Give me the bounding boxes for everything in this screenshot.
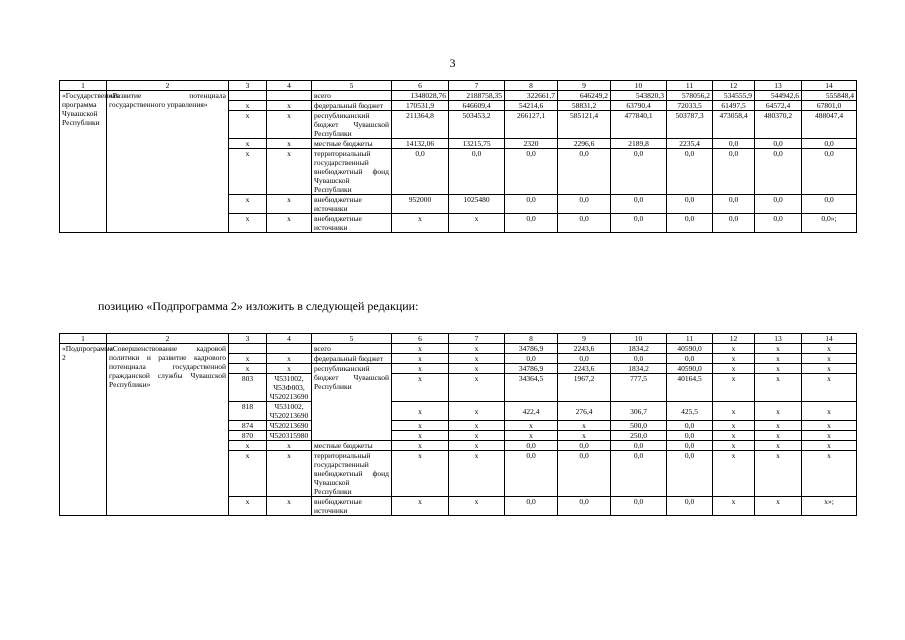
- value-cell: 1834,2: [611, 344, 667, 354]
- code-cell: x: [267, 451, 312, 497]
- column-number-row: [60, 334, 857, 344]
- value-cell: 54214,6: [505, 101, 558, 111]
- value-cell: 0,0: [611, 214, 667, 233]
- value-cell: x: [449, 451, 505, 497]
- code-cell: [267, 91, 312, 101]
- value-cell: 0,0: [667, 354, 713, 364]
- value-cell: x: [392, 402, 449, 421]
- value-cell: 0,0: [667, 195, 713, 214]
- value-cell: x: [713, 402, 755, 421]
- value-cell: x: [392, 497, 449, 516]
- value-cell: 0,0: [802, 149, 857, 195]
- value-cell: 777,5: [611, 374, 667, 402]
- value-cell: 0,0: [449, 149, 505, 195]
- value-cell: x: [802, 354, 857, 364]
- value-cell: 0,0: [392, 149, 449, 195]
- source-cell: внебюджетные источники: [312, 497, 392, 516]
- value-cell: 1025480: [449, 195, 505, 214]
- value-cell: 578056,2: [667, 91, 713, 101]
- column-number: 6: [392, 81, 449, 91]
- value-cell: 61497,5: [713, 101, 755, 111]
- value-cell: 0,0: [755, 149, 802, 195]
- value-cell: 0,0: [558, 354, 611, 364]
- code-cell: Ч520213690: [267, 421, 312, 431]
- column-number: 3: [229, 81, 267, 91]
- source-cell: федеральный бюджет: [312, 101, 392, 111]
- value-cell: 2243,6: [558, 364, 611, 374]
- value-cell: 58831,2: [558, 101, 611, 111]
- value-cell: x: [802, 451, 857, 497]
- code-cell: x: [267, 441, 312, 451]
- value-cell: 322661,7: [505, 91, 558, 101]
- program-name-cell: «Государственная программа Чувашской Республики: [60, 91, 107, 233]
- value-cell: x: [802, 374, 857, 402]
- code-cell: x: [229, 214, 267, 233]
- value-cell: x: [755, 364, 802, 374]
- value-cell: x: [558, 421, 611, 431]
- value-cell: x: [449, 431, 505, 441]
- code-cell: 874: [229, 421, 267, 431]
- value-cell: x: [392, 354, 449, 364]
- value-cell: 544942,6: [755, 91, 802, 101]
- column-number-row: [60, 81, 857, 91]
- value-cell: 64572,4: [755, 101, 802, 111]
- code-cell: 803: [229, 374, 267, 402]
- program-title-cell: «Совершенствование кадровой политики и развитие кадрового потенциала государственной гражданской службы Чувашской Республики»: [107, 344, 229, 516]
- code-cell: [229, 344, 267, 354]
- value-cell: x: [713, 364, 755, 374]
- source-cell: республиканский бюджет Чувашской Республики: [312, 364, 392, 441]
- value-cell: 13215,75: [449, 139, 505, 149]
- value-cell: 67801,0: [802, 101, 857, 111]
- value-cell: 0,0: [505, 441, 558, 451]
- value-cell: 0,0: [505, 451, 558, 497]
- source-cell: местные бюджеты: [312, 139, 392, 149]
- value-cell: x: [449, 421, 505, 431]
- value-cell: x: [713, 354, 755, 364]
- value-cell: 266127,1: [505, 111, 558, 139]
- program-name-cell: «Подпрограмма 2: [60, 344, 107, 516]
- value-cell: x: [802, 421, 857, 431]
- value-cell: 480370,2: [755, 111, 802, 139]
- value-cell: x: [392, 374, 449, 402]
- column-number: 4: [267, 334, 312, 344]
- value-cell: 34786,9: [505, 364, 558, 374]
- value-cell: 0,0: [611, 497, 667, 516]
- value-cell: 585121,4: [558, 111, 611, 139]
- value-cell: x: [558, 431, 611, 441]
- value-cell: 0,0: [611, 451, 667, 497]
- value-cell: x: [449, 441, 505, 451]
- value-cell: x: [449, 344, 505, 354]
- value-cell: x: [755, 402, 802, 421]
- value-cell: x: [755, 344, 802, 354]
- table-row: [60, 91, 857, 101]
- code-cell: Ч531002, Ч520213690: [267, 402, 312, 421]
- value-cell: 1834,2: [611, 364, 667, 374]
- value-cell: x: [392, 441, 449, 451]
- value-cell: x: [755, 451, 802, 497]
- value-cell: x: [713, 344, 755, 354]
- value-cell: 0,0: [505, 214, 558, 233]
- value-cell: 0,0: [755, 195, 802, 214]
- value-cell: 0,0: [558, 195, 611, 214]
- column-number: 8: [505, 334, 558, 344]
- code-cell: [267, 344, 312, 354]
- value-cell: x: [392, 214, 449, 233]
- program-finance-table: [59, 80, 857, 233]
- code-cell: x: [267, 101, 312, 111]
- table-row: [60, 344, 857, 354]
- value-cell: 63790,4: [611, 101, 667, 111]
- column-number: 8: [505, 81, 558, 91]
- column-number: 5: [312, 81, 392, 91]
- code-cell: x: [267, 214, 312, 233]
- value-cell: 0,0: [611, 149, 667, 195]
- page-number: 3: [449, 56, 456, 70]
- value-cell: x: [755, 354, 802, 364]
- code-cell: x: [229, 139, 267, 149]
- value-cell: 2320: [505, 139, 558, 149]
- value-cell: x: [802, 431, 857, 441]
- code-cell: Ч520315980: [267, 431, 312, 441]
- value-cell: 952000: [392, 195, 449, 214]
- value-cell: 0,0: [558, 497, 611, 516]
- source-cell: территориальный государственный внебюджетный фонд Чувашской Республики: [312, 149, 392, 195]
- value-cell: x: [449, 364, 505, 374]
- value-cell: 555848,4: [802, 91, 857, 101]
- value-cell: 0,0: [611, 441, 667, 451]
- code-cell: x: [229, 195, 267, 214]
- value-cell: 2296,6: [558, 139, 611, 149]
- value-cell: 2235,4: [667, 139, 713, 149]
- value-cell: 14132,06: [392, 139, 449, 149]
- value-cell: 276,4: [558, 402, 611, 421]
- value-cell: x: [713, 421, 755, 431]
- value-cell: x: [392, 431, 449, 441]
- code-cell: x: [229, 451, 267, 497]
- column-number: 10: [611, 81, 667, 91]
- value-cell: 72033,5: [667, 101, 713, 111]
- source-cell: внебюджетные источники: [312, 214, 392, 233]
- value-cell: 646609,4: [449, 101, 505, 111]
- column-number: 9: [558, 334, 611, 344]
- value-cell: 0,0: [667, 149, 713, 195]
- value-cell: 170531,9: [392, 101, 449, 111]
- column-number: 4: [267, 81, 312, 91]
- column-number: 14: [802, 81, 857, 91]
- code-cell: x: [267, 195, 312, 214]
- value-cell: x: [802, 441, 857, 451]
- column-number: 3: [229, 334, 267, 344]
- value-cell: 34786,9: [505, 344, 558, 354]
- value-cell: 0,0: [505, 354, 558, 364]
- value-cell: x: [713, 451, 755, 497]
- source-cell: местные бюджеты: [312, 441, 392, 451]
- value-cell: x: [802, 364, 857, 374]
- code-cell: x: [229, 441, 267, 451]
- value-cell: 543820,3: [611, 91, 667, 101]
- value-cell: x: [449, 497, 505, 516]
- value-cell: x: [713, 431, 755, 441]
- value-cell: x: [392, 421, 449, 431]
- column-number: 2: [107, 334, 229, 344]
- column-number: 6: [392, 334, 449, 344]
- value-cell: x: [802, 344, 857, 354]
- value-cell: 477840,1: [611, 111, 667, 139]
- value-cell: x: [802, 402, 857, 421]
- value-cell: x: [449, 354, 505, 364]
- column-number: 5: [312, 334, 392, 344]
- code-cell: x: [267, 111, 312, 139]
- value-cell: 2243,6: [558, 344, 611, 354]
- subprogram-finance-table: [59, 333, 857, 516]
- column-number: 13: [755, 334, 802, 344]
- column-number: 1: [60, 334, 107, 344]
- column-number: 7: [449, 334, 505, 344]
- value-cell: 473058,4: [713, 111, 755, 139]
- code-cell: x: [229, 111, 267, 139]
- value-cell: 0,0: [802, 139, 857, 149]
- code-cell: x: [229, 149, 267, 195]
- value-cell: 422,4: [505, 402, 558, 421]
- code-cell: 870: [229, 431, 267, 441]
- value-cell: x: [505, 421, 558, 431]
- column-number: 7: [449, 81, 505, 91]
- value-cell: 0,0: [667, 441, 713, 451]
- value-cell: 0,0: [558, 441, 611, 451]
- source-cell: территориальный государственный внебюджетный фонд Чувашской Республики: [312, 451, 392, 497]
- column-number: 10: [611, 334, 667, 344]
- value-cell: x: [449, 214, 505, 233]
- value-cell: 0,0: [667, 431, 713, 441]
- value-cell: 0,0: [667, 421, 713, 431]
- program-title-cell: «Развитие потенциала государственного управления»: [107, 91, 229, 233]
- source-cell: всего: [312, 91, 392, 101]
- value-cell: x: [755, 497, 802, 516]
- value-cell: 0,0: [713, 195, 755, 214]
- value-cell: 0,0: [755, 214, 802, 233]
- value-cell: 2189,8: [611, 139, 667, 149]
- code-cell: x: [267, 139, 312, 149]
- code-cell: x: [267, 364, 312, 374]
- value-cell: x: [392, 451, 449, 497]
- value-cell: 0,0»;: [802, 214, 857, 233]
- value-cell: x: [713, 497, 755, 516]
- column-number: 1: [60, 81, 107, 91]
- code-cell: 818: [229, 402, 267, 421]
- value-cell: 503453,2: [449, 111, 505, 139]
- code-cell: x: [229, 354, 267, 364]
- value-cell: x: [713, 374, 755, 402]
- code-cell: x: [267, 354, 312, 364]
- column-number: 11: [667, 81, 713, 91]
- value-cell: 488047,4: [802, 111, 857, 139]
- value-cell: 0,0: [713, 149, 755, 195]
- value-cell: 0,0: [667, 497, 713, 516]
- column-number: 11: [667, 334, 713, 344]
- column-number: 14: [802, 334, 857, 344]
- column-number: 12: [713, 334, 755, 344]
- code-cell: Ч531002, Ч53Ф003, Ч520213690: [267, 374, 312, 402]
- code-cell: x: [229, 101, 267, 111]
- column-number: 2: [107, 81, 229, 91]
- source-cell: федеральный бюджет: [312, 354, 392, 364]
- value-cell: 2188758,35: [449, 91, 505, 101]
- value-cell: 0,0: [611, 195, 667, 214]
- value-cell: 0,0: [667, 451, 713, 497]
- value-cell: x: [755, 431, 802, 441]
- code-cell: x: [267, 149, 312, 195]
- code-cell: x: [267, 497, 312, 516]
- value-cell: 0,0: [713, 139, 755, 149]
- source-cell: республиканский бюджет Чувашской Республики: [312, 111, 392, 139]
- value-cell: x: [755, 421, 802, 431]
- value-cell: 425,5: [667, 402, 713, 421]
- value-cell: 0,0: [558, 149, 611, 195]
- value-cell: 40164,5: [667, 374, 713, 402]
- value-cell: 306,7: [611, 402, 667, 421]
- value-cell: 503787,3: [667, 111, 713, 139]
- value-cell: 1348028,76: [392, 91, 449, 101]
- source-cell: всего: [312, 344, 392, 354]
- value-cell: x»;: [802, 497, 857, 516]
- value-cell: 211364,8: [392, 111, 449, 139]
- value-cell: 0,0: [558, 214, 611, 233]
- value-cell: x: [449, 402, 505, 421]
- value-cell: 534555,9: [713, 91, 755, 101]
- value-cell: 0,0: [505, 195, 558, 214]
- intro-phrase: позицию «Подпрограмма 2» изложить в следующей редакции:: [98, 299, 419, 313]
- value-cell: 0,0: [713, 214, 755, 233]
- value-cell: 500,0: [611, 421, 667, 431]
- code-cell: x: [229, 497, 267, 516]
- value-cell: x: [713, 441, 755, 451]
- value-cell: 0,0: [667, 214, 713, 233]
- value-cell: 0,0: [505, 149, 558, 195]
- source-cell: внебюджетные источники: [312, 195, 392, 214]
- column-number: 9: [558, 81, 611, 91]
- value-cell: 0,0: [505, 497, 558, 516]
- value-cell: 646249,2: [558, 91, 611, 101]
- value-cell: 34364,5: [505, 374, 558, 402]
- value-cell: 1967,2: [558, 374, 611, 402]
- value-cell: x: [392, 364, 449, 374]
- value-cell: x: [449, 374, 505, 402]
- column-number: 12: [713, 81, 755, 91]
- value-cell: x: [505, 431, 558, 441]
- value-cell: x: [392, 344, 449, 354]
- value-cell: 40590,0: [667, 364, 713, 374]
- value-cell: 40590,0: [667, 344, 713, 354]
- column-number: 13: [755, 81, 802, 91]
- value-cell: x: [755, 441, 802, 451]
- value-cell: 250,0: [611, 431, 667, 441]
- value-cell: x: [755, 374, 802, 402]
- value-cell: 0,0: [611, 354, 667, 364]
- value-cell: 0,0: [755, 139, 802, 149]
- code-cell: [229, 91, 267, 101]
- code-cell: x: [229, 364, 267, 374]
- value-cell: 0,0: [558, 451, 611, 497]
- value-cell: 0,0: [802, 195, 857, 214]
